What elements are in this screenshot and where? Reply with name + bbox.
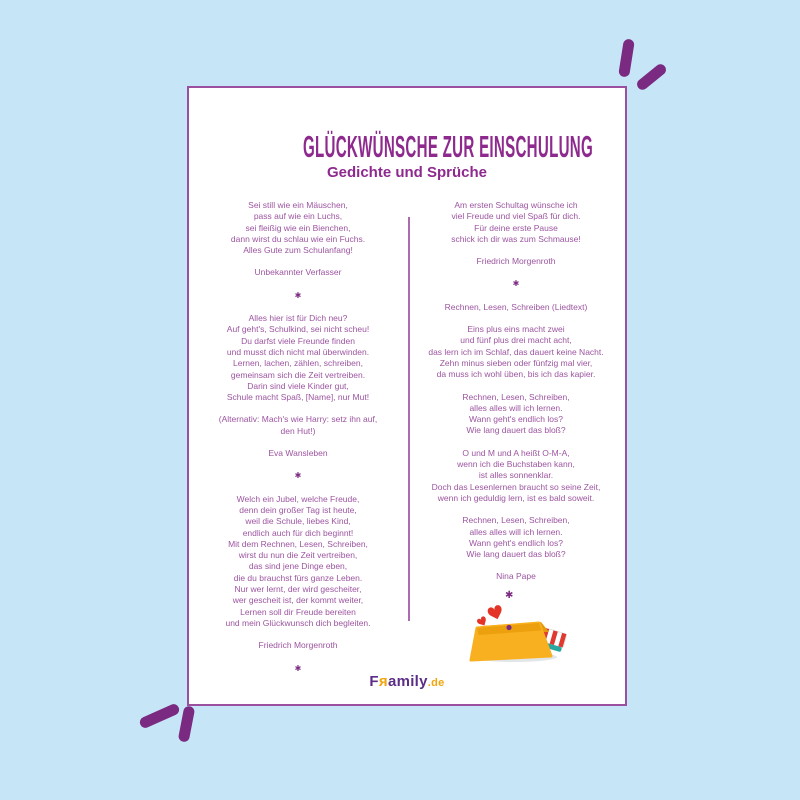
poem-line: O und M und A heißt O-M-A, (462, 447, 570, 458)
poem-line: Wie lang dauert das bloß? (466, 549, 566, 560)
accent-stroke-icon (635, 62, 668, 92)
poem-line: Wann geht's endlich los? (469, 537, 563, 548)
poem-line: alles alles will ich lernen. (469, 402, 563, 413)
accent-stroke-icon (138, 702, 181, 729)
poem-line: Lernen, lachen, zählen, schreiben, (233, 358, 363, 369)
poem-line: Eins plus eins macht zwei (467, 324, 565, 335)
framily-logo (189, 673, 625, 690)
poem-line: Mit dem Rechnen, Lesen, Schreiben, (228, 538, 368, 549)
poem-line: schick ich dir was zum Schmause! (451, 233, 581, 244)
logo-part-r: я (378, 673, 388, 690)
poem-line: weil die Schule, liebes Kind, (245, 516, 351, 527)
poem-line: Zehn minus sieben oder fünfzig mal vier, (439, 357, 593, 368)
poem-line: Lernen soll dir Freude bereiten (240, 606, 356, 617)
logo-part-f: F (369, 673, 379, 690)
title-wrap (189, 132, 625, 162)
school-bag-illustration (469, 584, 579, 664)
poem-stanza (416, 392, 616, 437)
poem-line: Für deine erste Pause (474, 222, 558, 233)
poem-line: und musst dich nicht mal überwinden. (226, 346, 370, 357)
poem-line: wirst du nun die Zeit vertreiben, (238, 550, 358, 561)
poem-line: Alles hier ist für Dich neu? (248, 313, 348, 324)
logo-part-amily: amily (387, 673, 428, 690)
poem-line: viel Freude und viel Spaß für dich. (451, 211, 581, 222)
poem-line: wenn ich geduldig lern, ist es bald soweit. (437, 492, 595, 503)
school-bag-icon (471, 622, 567, 660)
poem-line: wenn ich die Buchstaben kann, (457, 459, 575, 470)
poem-line: ist alles sonnenklar. (478, 470, 554, 481)
poem-line: pass auf wie ein Luchs, (253, 211, 343, 222)
star-icon (505, 590, 513, 601)
poem-stanza (416, 515, 616, 560)
poem-line: Rechnen, Lesen, Schreiben, (462, 391, 570, 402)
page-subtitle: Gedichte und Sprüche (326, 164, 488, 181)
poster-card (187, 86, 627, 706)
separator-star: ✱ (294, 663, 302, 673)
poem-line: Rechnen, Lesen, Schreiben, (462, 515, 570, 526)
poem-line: (Alternativ: Mach's wie Harry: setz ihn auf, (218, 414, 378, 425)
poem-line: dann wirst du schlau wie ein Fuchs. (230, 233, 366, 244)
poem-line: Wann geht's endlich los? (469, 414, 563, 425)
poem-line: endlich auch für dich beginnt! (242, 527, 354, 538)
poem-stanza (198, 414, 398, 437)
poem-line: Doch das Lesenlernen braucht so seine Zeit, (431, 481, 601, 492)
poem-line: das sind jene Dinge eben, (248, 561, 348, 572)
separator-star: ✱ (294, 290, 302, 300)
separator-star: ✱ (294, 471, 302, 481)
poem-line: alles alles will ich lernen. (469, 526, 563, 537)
poem-line: die du brauchst fürs ganze Leben. (233, 572, 363, 583)
page-title: GLÜCKWÜNSCHE ZUR EINSCHULUNG (302, 130, 594, 164)
poem-line: und mein Glückwunsch dich begleiten. (225, 617, 371, 628)
poem-line: Sei still wie ein Mäuschen, (248, 200, 348, 210)
svg-text:✱: ✱ (505, 590, 514, 601)
poem-stanza (198, 200, 398, 256)
poem-line: Auf geht's, Schulkind, sei nicht scheu! (226, 324, 370, 335)
poem-line: Du darfst viele Freunde finden (241, 335, 355, 346)
poem-line: Alles Gute zum Schulanfang! (243, 245, 353, 256)
poem-line: denn dein großer Tag ist heute, (239, 504, 357, 515)
poem-line: sei fleißig wie ein Bienchen, (245, 222, 351, 233)
separator-star: ✱ (512, 279, 520, 289)
poem-line: Schule macht Spaß, [Name], nur Mut! (226, 392, 370, 403)
poem-author: Friedrich Morgenroth (258, 640, 338, 651)
poem-line: Am ersten Schultag wünsche ich (454, 200, 578, 210)
poem-line: und fünf plus drei macht acht, (460, 335, 572, 346)
poem-line: da muss ich wohl üben, bis ich das kapier. (436, 369, 596, 380)
accent-stroke-icon (178, 705, 196, 742)
poem-stanza (198, 313, 398, 403)
poem-line: gemeinsam sich die Zeit vertreiben. (230, 369, 366, 380)
poem-line: das lern ich im Schlaf, das dauert keine Nacht. (428, 346, 604, 357)
poem-stanza (416, 200, 616, 245)
poem-stanza (198, 494, 398, 630)
poem-line: Welch ein Jubel, welche Freude, (236, 493, 360, 504)
poem-line: Wie lang dauert das bloß? (466, 425, 566, 436)
poems-column-left (189, 200, 407, 686)
poem-author: Eva Wansleben (268, 448, 328, 459)
poem-line: den Hut!) (280, 425, 316, 436)
hearts-icon (476, 604, 504, 627)
poem-stanza (416, 324, 616, 380)
poem-author: Friedrich Morgenroth (476, 256, 556, 267)
poem-line: wer gescheit ist, der kommt weiter, (232, 595, 364, 606)
poem-author: Nina Pape (496, 571, 536, 582)
accent-stroke-icon (618, 38, 635, 77)
poem-line: Nur wer lernt, der wird gescheiter, (234, 584, 362, 595)
poem-author: Unbekannter Verfasser (254, 267, 342, 278)
poem-title: Rechnen, Lesen, Schreiben (Liedtext) (444, 301, 588, 312)
poem-stanza (416, 448, 616, 504)
poem-line: Darin sind viele Kinder gut, (247, 380, 349, 391)
logo-part-de: .de (427, 677, 445, 689)
bag-clasp (506, 625, 511, 630)
